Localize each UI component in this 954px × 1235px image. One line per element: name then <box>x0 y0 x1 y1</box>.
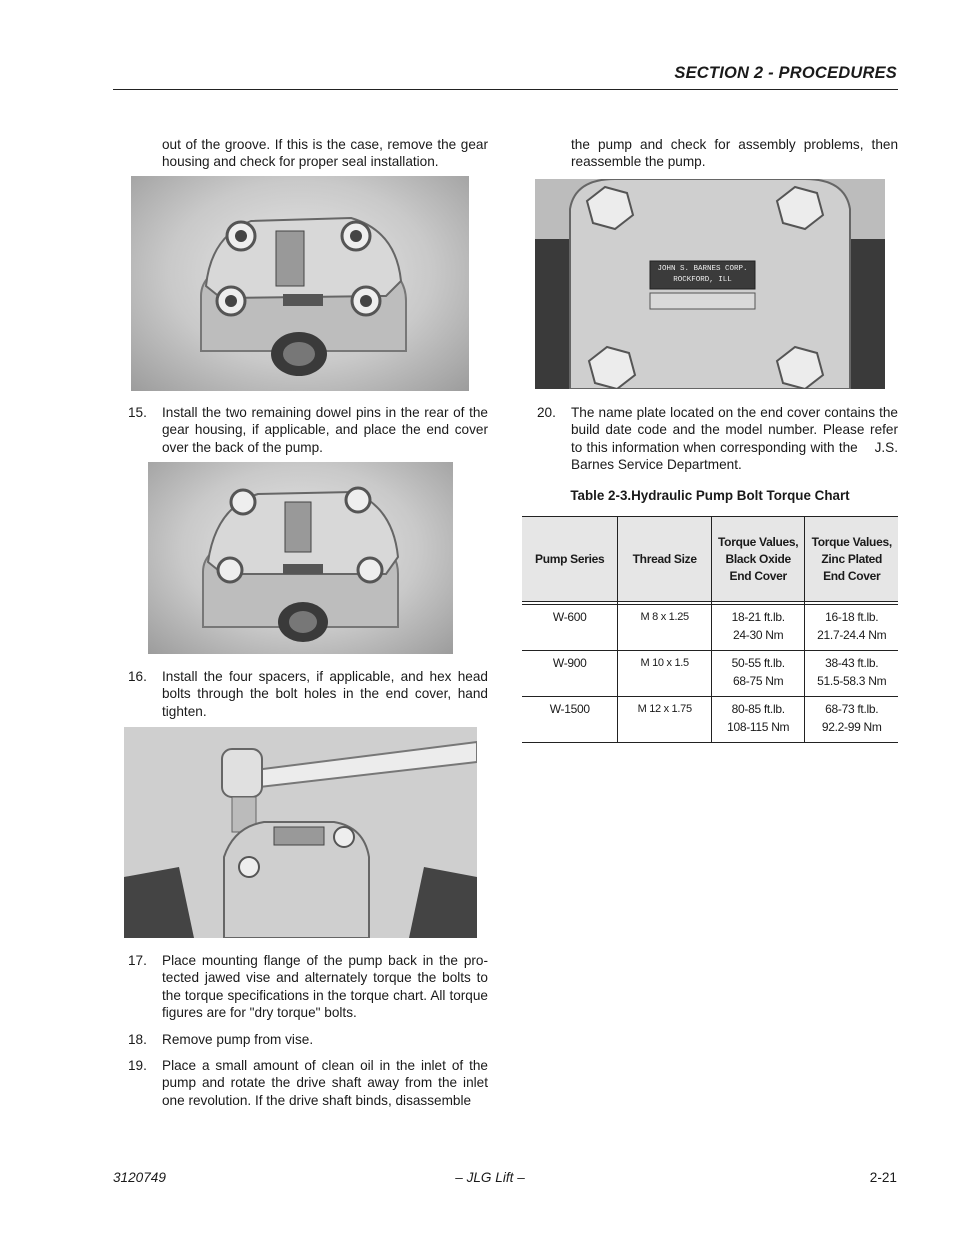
photo-torque-wrench <box>124 727 477 938</box>
table-row <box>522 651 898 697</box>
footer-doc-number: 3120749 <box>113 1170 166 1185</box>
table-row <box>522 605 898 651</box>
section-header-title: SECTION 2 - PROCEDURES <box>674 64 897 82</box>
step-19 <box>128 1057 488 1111</box>
step-number: 17. <box>128 953 147 968</box>
photo-end-cover <box>148 462 453 654</box>
value-nm: 21.7-24.4 Nm <box>817 627 887 642</box>
cell-black-oxide <box>711 605 805 651</box>
photo-pump-housing <box>131 176 469 391</box>
torque-table <box>522 516 898 743</box>
header-rule <box>113 89 898 90</box>
cell-thread: M 8 x 1.25 <box>618 605 712 651</box>
step-number: 18. <box>128 1032 147 1047</box>
step-text: Install the two remaining dowel pins in the rear of the gear housing, if applicable, and place the end cover over the back of the pump. <box>162 405 488 455</box>
table-header-row <box>522 517 898 602</box>
value-nm: 68-75 Nm <box>733 673 784 688</box>
step-text: Place a small amount of clean oil in the inlet of the pump and rotate the drive shaft away from the inlet one revolution. If the drive shaft binds, disassemble <box>162 1058 488 1108</box>
value-ftlb: 38-43 ft.lb. <box>825 656 879 670</box>
photo-nameplate <box>535 179 885 389</box>
cell-black-oxide <box>711 651 805 697</box>
value-nm: 92.2-99 Nm <box>821 719 882 734</box>
intro-paragraph: out of the groove. If this is the case, remove the gear housing and check for proper seal installation. <box>162 137 488 170</box>
step-text: Install the four spacers, if applicable, and hex head bolts through the bolt holes in the end cover, hand tighten. <box>162 669 488 719</box>
value-ftlb: 18-21 ft.lb. <box>731 610 785 624</box>
header-thread-size: Thread Size <box>618 517 712 602</box>
value-nm: 108-115 Nm <box>727 719 790 734</box>
nameplate-line-2: ROCKFORD, ILL <box>673 276 732 284</box>
step-20 <box>537 404 902 474</box>
step-number: 16. <box>128 669 147 684</box>
header-pump-series: Pump Series <box>522 517 618 602</box>
nameplate-line-1: JOHN S. BARNES CORP. <box>657 265 748 273</box>
table-row <box>522 697 898 743</box>
value-ftlb: 50-55 ft.lb. <box>731 656 785 670</box>
step-17 <box>128 952 488 1022</box>
cell-thread: M 10 x 1.5 <box>618 651 712 697</box>
cell-series: W-600 <box>522 605 618 651</box>
value-ftlb: 16-18 ft.lb. <box>825 610 879 624</box>
cell-series: W-900 <box>522 651 618 697</box>
step-number: 15. <box>128 405 147 420</box>
cell-series: W-1500 <box>522 697 618 743</box>
cell-black-oxide <box>711 697 805 743</box>
value-nm: 51.5-58.3 Nm <box>817 673 887 688</box>
step-text: Remove pump from vise. <box>162 1032 314 1047</box>
cell-zinc-plated <box>805 651 898 697</box>
table-title: Table 2-3.Hydraulic Pump Bolt Torque Chart <box>570 488 850 503</box>
step-16 <box>128 668 488 722</box>
step-text: The name plate located on the end cover contains the build date code and the model number. Please refer to this information when corresponding with the J.S. Barnes Service Department. <box>571 405 902 472</box>
footer-page-number: 2-21 <box>869 1170 897 1185</box>
step-text: Place mounting flange of the pump back in the pro-tected jawed vise and alternately torque the bolts to the torque specifications in the torque chart. All torque figures are for "dry torque" bolts. <box>162 953 488 1020</box>
value-ftlb: 80-85 ft.lb. <box>731 702 785 716</box>
header-black-oxide: Torque Values, Black Oxide End Cover <box>711 517 805 602</box>
footer-brand: – JLG Lift – <box>455 1170 525 1185</box>
step-18 <box>128 1031 488 1049</box>
value-nm: 24-30 Nm <box>733 627 784 642</box>
cell-zinc-plated <box>805 697 898 743</box>
header-zinc-plated: Torque Values, Zinc Plated End Cover <box>805 517 898 602</box>
continuation-paragraph: the pump and check for assembly problems, then reassemble the pump. <box>571 137 898 170</box>
step-number: 19. <box>128 1058 147 1073</box>
cell-thread: M 12 x 1.75 <box>618 697 712 743</box>
step-number: 20. <box>537 405 556 420</box>
step-15 <box>128 404 488 458</box>
cell-zinc-plated <box>805 605 898 651</box>
value-ftlb: 68-73 ft.lb. <box>825 702 879 716</box>
